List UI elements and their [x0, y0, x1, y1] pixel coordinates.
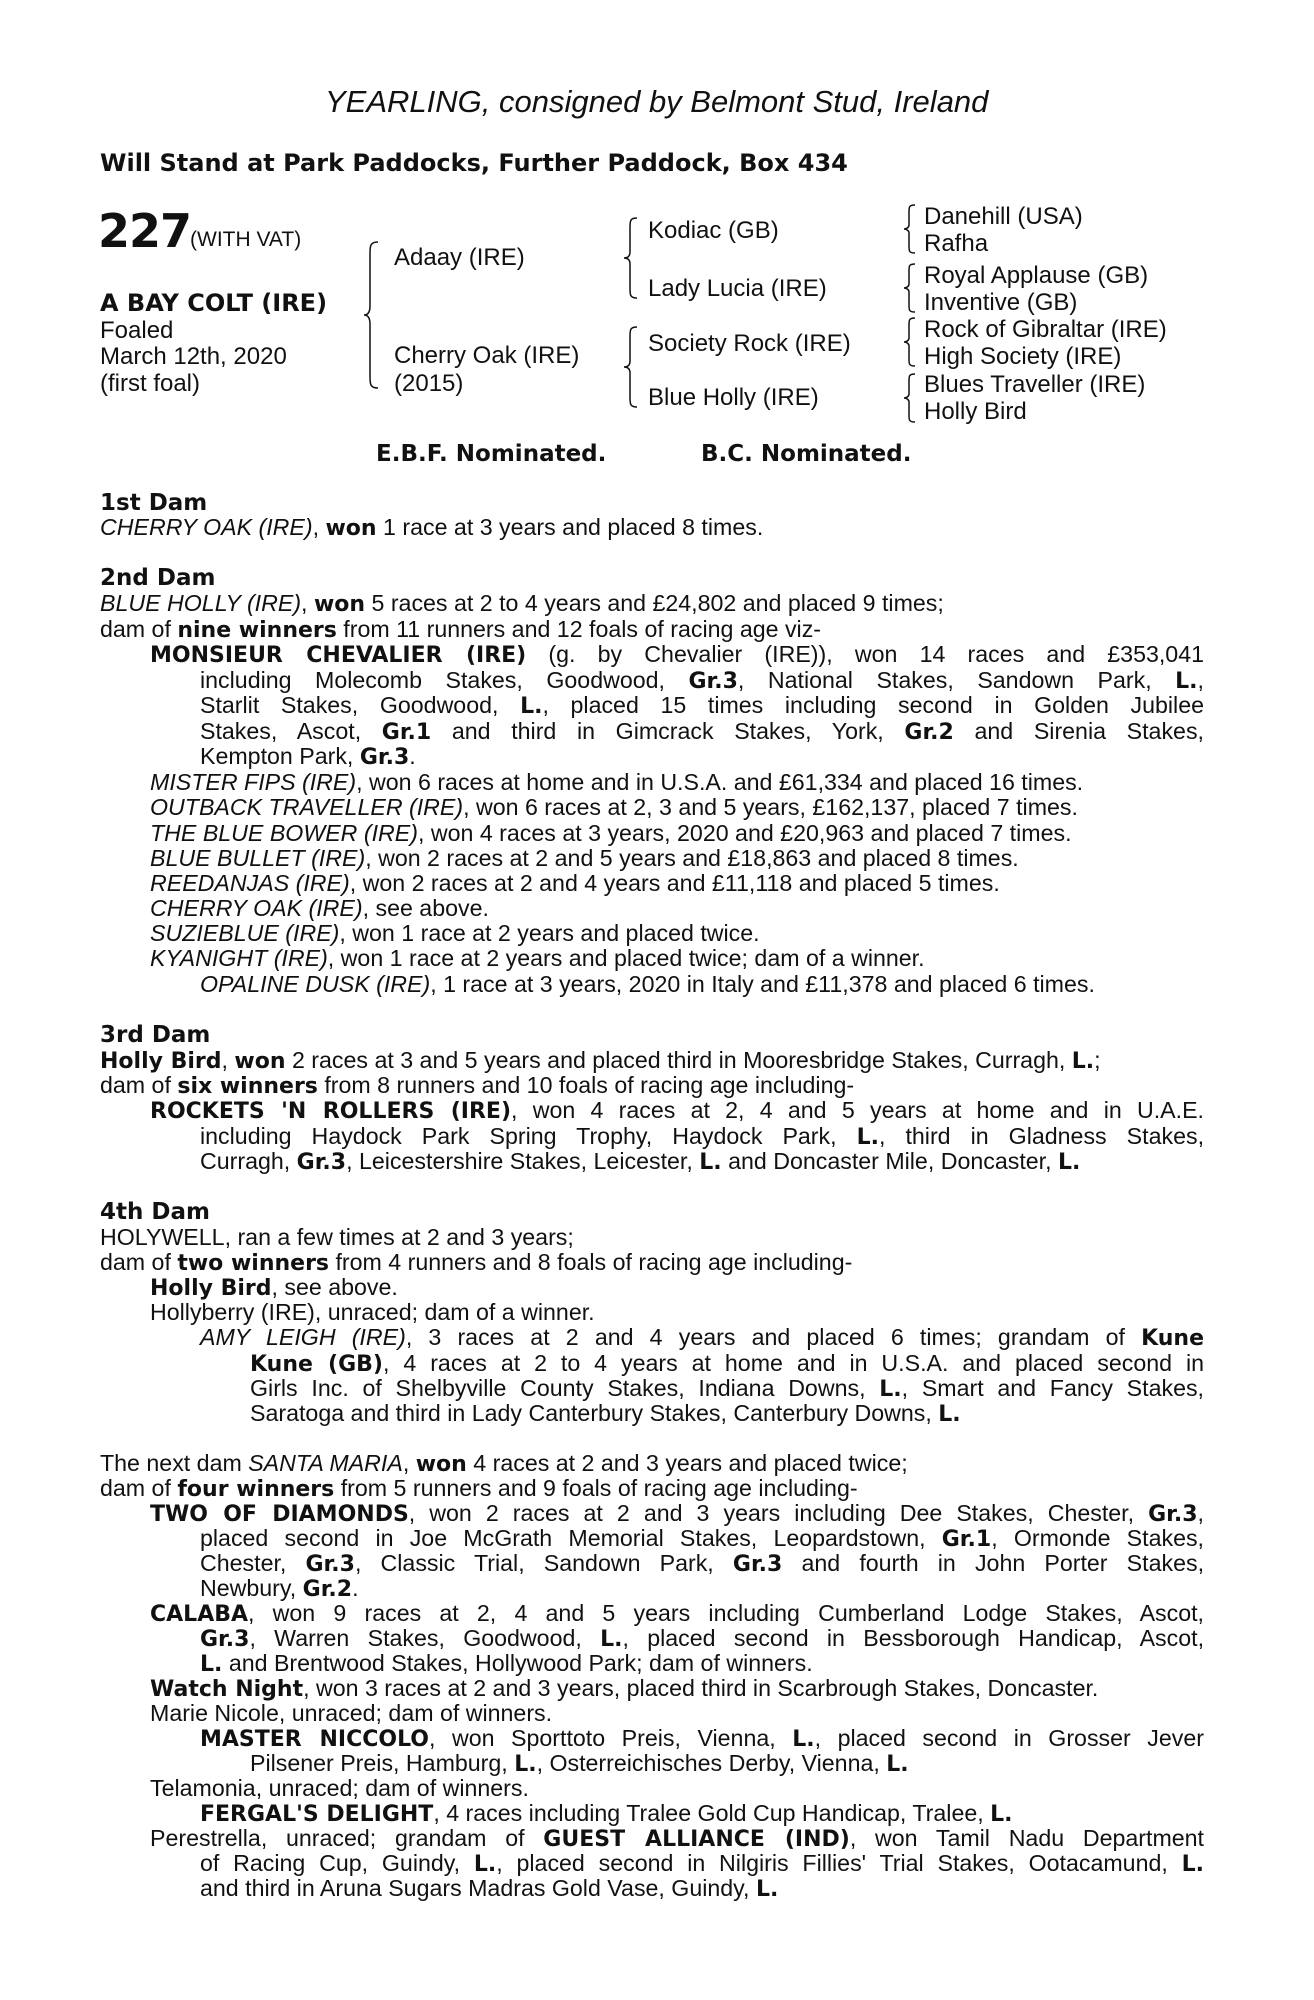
produce-watch-night: Watch Night, won 3 races at 2 and 3 years, placed third in Scarbrough Stakes, Doncaster. — [150, 1675, 1099, 1702]
pedigree-brace-g1 — [902, 203, 918, 255]
monsieur-chevalier-line-1: MONSIEUR CHEVALIER (IRE) (g. by Chevalier (IRE)), won 14 races and £353,041 — [150, 641, 1204, 668]
foaled-date: March 12th, 2020 — [100, 343, 287, 370]
bc-nomination: B.C. Nominated. — [701, 441, 912, 467]
pedigree-brace-g3 — [902, 316, 918, 368]
page-title: YEARLING, consigned by Belmont Stud, Ireland — [325, 84, 989, 119]
second-dam-produce-summary: dam of nine winners from 11 runners and 12 foals of racing age viz- — [100, 616, 822, 643]
pedigree-dam: Cherry Oak (IRE) — [394, 342, 580, 369]
produce-mister-fips: MISTER FIPS (IRE), won 6 races at home and in U.S.A. and £61,334 and placed 16 times. — [150, 769, 1084, 795]
calaba-line-2: Gr.3, Warren Stakes, Goodwood, L., placed second in Bessborough Handicap, Ascot, — [200, 1625, 1205, 1652]
fourth-dam-line: HOLYWELL, ran a few times at 2 and 3 years; — [100, 1224, 574, 1250]
pedigree-g8: Holly Bird — [924, 398, 1027, 425]
master-niccolo-line-1: MASTER NICCOLO, won Sporttoto Preis, Vienna, L., placed second in Grosser Jever — [200, 1725, 1204, 1752]
produce-telamonia: Telamonia, unraced; dam of winners. — [150, 1775, 529, 1801]
fourth-dam-heading: 4th Dam — [100, 1199, 210, 1225]
pedigree-dam-dam: Blue Holly (IRE) — [648, 384, 819, 411]
master-niccolo-line-2: Pilsener Preis, Hamburg, L., Osterreichisches Derby, Vienna, L. — [250, 1750, 909, 1777]
calaba-line-3: L. and Brentwood Stakes, Hollywood Park; dam of winners. — [200, 1650, 813, 1677]
monsieur-chevalier-line-5: Kempton Park, Gr.3. — [200, 743, 416, 770]
pedigree-g5: Rock of Gibraltar (IRE) — [924, 316, 1167, 343]
amy-leigh-line-3: Girls Inc. of Shelbyville County Stakes, Indiana Downs, L., Smart and Fancy Stakes, — [250, 1375, 1205, 1402]
amy-leigh-line-4: Saratoga and third in Lady Canterbury Stakes, Canterbury Downs, L. — [250, 1400, 961, 1427]
rockets-n-rollers-line-2: including Haydock Park Spring Trophy, Haydock Park, L., third in Gladness Stakes, — [200, 1123, 1205, 1150]
produce-the-blue-bower: THE BLUE BOWER (IRE), won 4 races at 3 years, 2020 and £20,963 and placed 7 times. — [150, 820, 1072, 846]
pedigree-g3: Royal Applause (GB) — [924, 262, 1149, 289]
perestrella-line-1: Perestrella, unraced; grandam of GUEST ALLIANCE (IND), won Tamil Nadu Department — [150, 1825, 1204, 1852]
pedigree-dam-sire: Society Rock (IRE) — [648, 330, 851, 357]
produce-opaline-dusk: OPALINE DUSK (IRE), 1 race at 3 years, 2020 in Italy and £11,378 and placed 6 times. — [200, 971, 1095, 997]
two-of-diamonds-line-3: Chester, Gr.3, Classic Trial, Sandown Park, Gr.3 and fourth in John Porter Stakes, — [200, 1550, 1205, 1577]
monsieur-chevalier-line-3: Starlit Stakes, Goodwood, L., placed 15 times including second in Golden Jubilee — [200, 692, 1204, 719]
calaba-line-1: CALABA, won 9 races at 2, 4 and 5 years including Cumberland Lodge Stakes, Ascot, — [150, 1600, 1204, 1627]
produce-blue-bullet: BLUE BULLET (IRE), won 2 races at 2 and 5 years and £18,863 and placed 8 times. — [150, 845, 1019, 871]
third-dam-line: Holly Bird, won 2 races at 3 and 5 years and placed third in Mooresbridge Stakes, Curragh, L.; — [100, 1047, 1101, 1074]
next-dam-line: The next dam SANTA MARIA, won 4 races at 2 and 3 years and placed twice; — [100, 1450, 908, 1477]
amy-leigh-line-1: AMY LEIGH (IRE), 3 races at 2 and 4 years and placed 6 times; grandam of Kune — [200, 1324, 1204, 1351]
fourth-dam-produce-summary: dam of two winners from 4 runners and 8 foals of racing age including- — [100, 1249, 853, 1276]
rockets-n-rollers-line-3: Curragh, Gr.3, Leicestershire Stakes, Leicester, L. and Doncaster Mile, Doncaster, L. — [200, 1148, 1081, 1175]
third-dam-produce-summary: dam of six winners from 8 runners and 10 foals of racing age including- — [100, 1072, 855, 1099]
pedigree-sire-sire: Kodiac (GB) — [648, 217, 779, 244]
next-dam-produce-summary: dam of four winners from 5 runners and 9 foals of racing age including- — [100, 1475, 858, 1502]
pedigree-brace-g2 — [902, 262, 918, 314]
foaled-label: Foaled — [100, 317, 174, 344]
second-dam-line: BLUE HOLLY (IRE), won 5 races at 2 to 4 years and £24,802 and placed 9 times; — [100, 590, 944, 617]
pedigree-g7: Blues Traveller (IRE) — [924, 371, 1146, 398]
produce-hollyberry: Hollyberry (IRE), unraced; dam of a winner. — [150, 1299, 595, 1325]
pedigree-g4: Inventive (GB) — [924, 289, 1078, 316]
pedigree-brace-g4 — [902, 372, 918, 424]
lot-number: 227 — [98, 204, 192, 258]
produce-kyanight: KYANIGHT (IRE), won 1 race at 2 years and placed twice; dam of a winner. — [150, 945, 925, 971]
pedigree-sire-dam: Lady Lucia (IRE) — [648, 275, 827, 302]
monsieur-chevalier-line-2: including Molecomb Stakes, Goodwood, Gr.3, National Stakes, Sandown Park, L., — [200, 667, 1204, 694]
produce-marie-nicole: Marie Nicole, unraced; dam of winners. — [150, 1700, 553, 1726]
pedigree-g2: Rafha — [924, 230, 989, 257]
location-line: Will Stand at Park Paddocks, Further Paddock, Box 434 — [100, 149, 848, 177]
produce-outback-traveller: OUTBACK TRAVELLER (IRE), won 6 races at 2, 3 and 5 years, £162,137, placed 7 times. — [150, 794, 1078, 820]
second-dam-heading: 2nd Dam — [100, 565, 216, 591]
produce-suzieblue: SUZIEBLUE (IRE), won 1 race at 2 years and placed twice. — [150, 920, 760, 946]
vat-note: (WITH VAT) — [190, 228, 302, 251]
third-dam-heading: 3rd Dam — [100, 1022, 211, 1048]
pedigree-brace-dam — [622, 325, 640, 409]
monsieur-chevalier-line-4: Stakes, Ascot, Gr.1 and third in Gimcrack Stakes, York, Gr.2 and Sirenia Stakes, — [200, 718, 1204, 745]
first-dam-heading: 1st Dam — [100, 490, 208, 516]
amy-leigh-line-2: Kune (GB), 4 races at 2 to 4 years at home and in U.S.A. and placed second in — [250, 1350, 1204, 1377]
produce-holly-bird: Holly Bird, see above. — [150, 1274, 398, 1301]
foal-note: (first foal) — [100, 370, 201, 397]
produce-reedanjas: REEDANJAS (IRE), won 2 races at 2 and 4 years and £11,118 and placed 5 times. — [150, 870, 1000, 896]
pedigree-g6: High Society (IRE) — [924, 343, 1122, 370]
produce-cherry-oak: CHERRY OAK (IRE), see above. — [150, 895, 489, 921]
pedigree-g1: Danehill (USA) — [924, 203, 1083, 230]
produce-fergals-delight: FERGAL'S DELIGHT, 4 races including Tralee Gold Cup Handicap, Tralee, L. — [200, 1800, 1013, 1827]
perestrella-line-3: and third in Aruna Sugars Madras Gold Vase, Guindy, L. — [200, 1875, 779, 1902]
pedigree-brace-main — [362, 240, 382, 390]
lot-name: A BAY COLT (IRE) — [100, 289, 328, 317]
two-of-diamonds-line-4: Newbury, Gr.2. — [200, 1575, 359, 1602]
two-of-diamonds-line-1: TWO OF DIAMONDS, won 2 races at 2 and 3 years including Dee Stakes, Chester, Gr.3, — [150, 1500, 1204, 1527]
perestrella-line-2: of Racing Cup, Guindy, L., placed second in Nilgiris Fillies' Trial Stakes, Ootacamund, L. — [200, 1850, 1205, 1877]
pedigree-dam-year: (2015) — [394, 370, 464, 397]
pedigree-sire: Adaay (IRE) — [394, 244, 525, 271]
two-of-diamonds-line-2: placed second in Joe McGrath Memorial Stakes, Leopardstown, Gr.1, Ormonde Stakes, — [200, 1525, 1204, 1552]
ebf-nomination: E.B.F. Nominated. — [376, 441, 607, 467]
pedigree-brace-sire — [622, 216, 640, 300]
first-dam-line: CHERRY OAK (IRE), won 1 race at 3 years and placed 8 times. — [100, 514, 764, 541]
rockets-n-rollers-line-1: ROCKETS 'N ROLLERS (IRE), won 4 races at 2, 4 and 5 years at home and in U.A.E. — [150, 1097, 1204, 1124]
